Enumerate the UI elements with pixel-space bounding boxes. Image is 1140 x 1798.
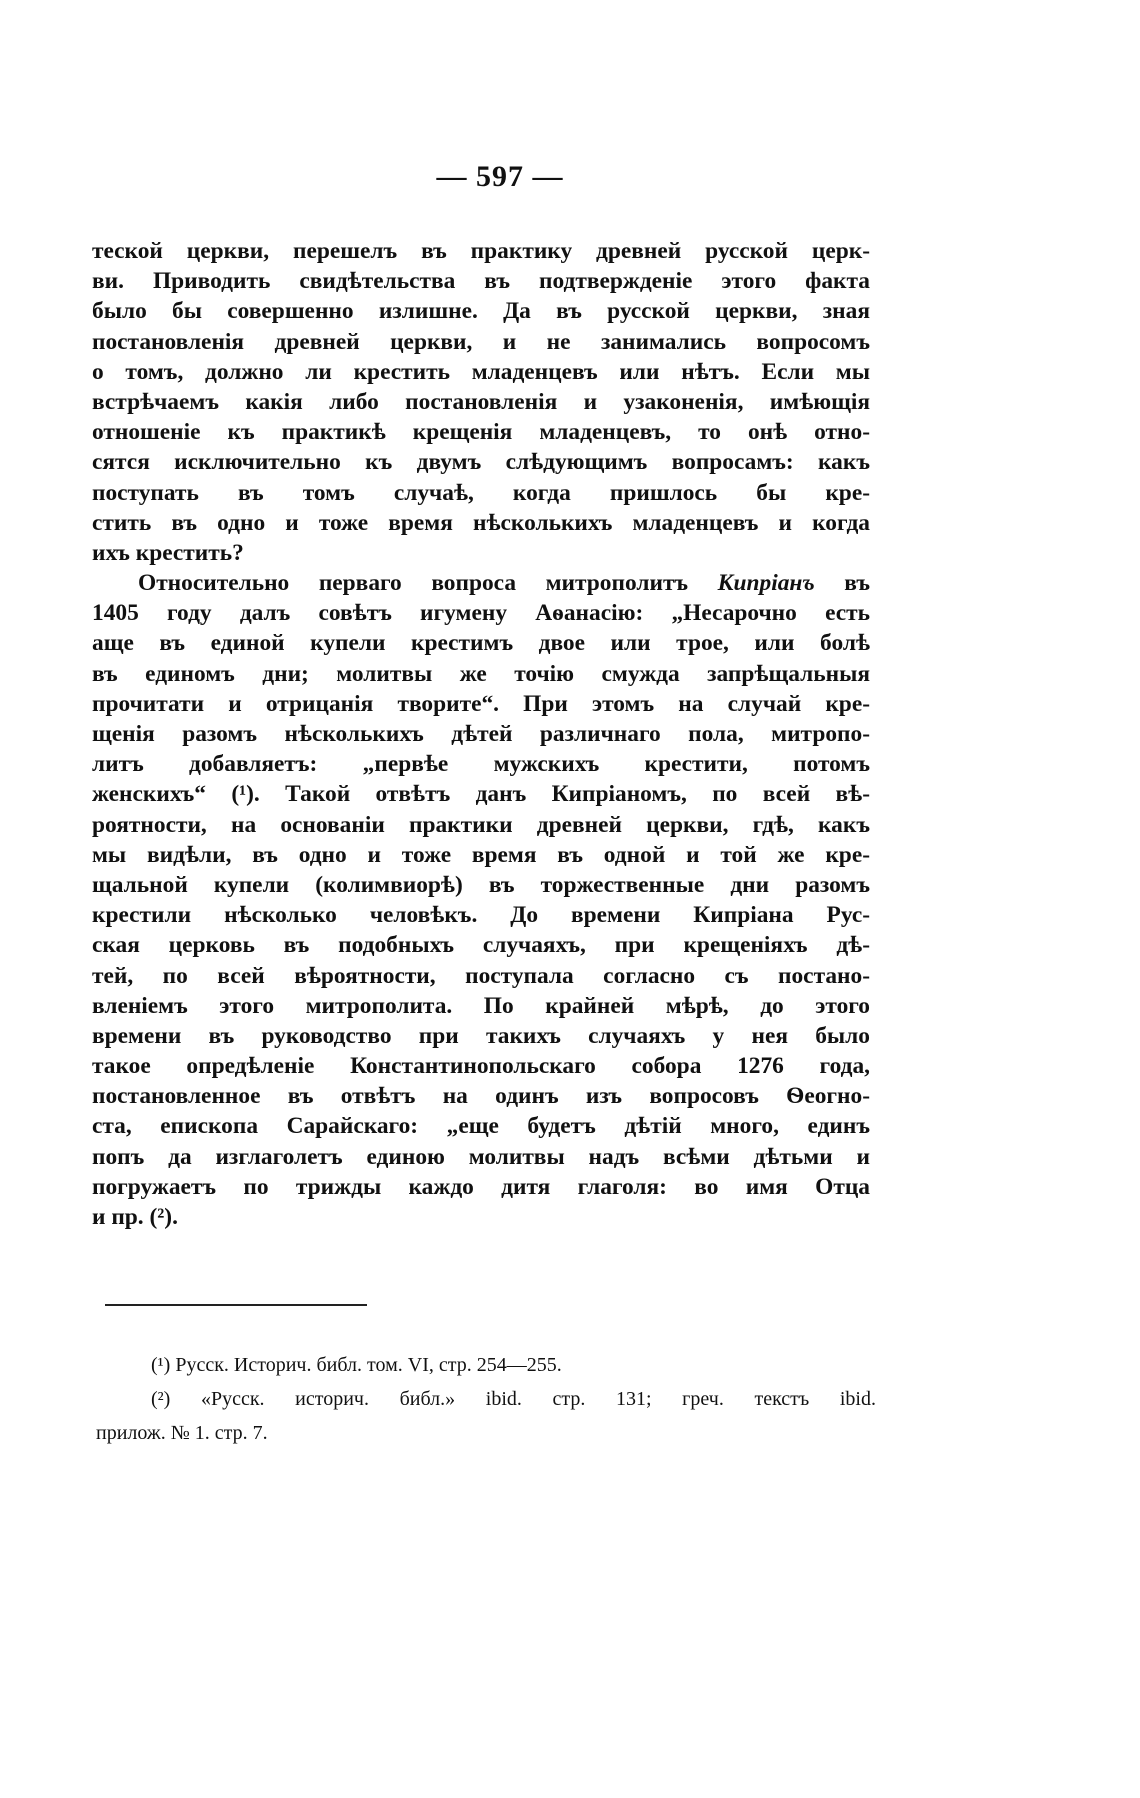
text-line: постановленія древней церкви, и не занимались вопросомъ (92, 328, 870, 355)
text-line: тей, по всей вѣроятности, поступала согласно съ постано- (92, 962, 870, 989)
text-line: и пр. (²). (92, 1204, 178, 1230)
text-line: ви. Приводить свидѣтельства въ подтвержденіе этого факта (92, 268, 870, 295)
footnotes (96, 1348, 876, 1450)
text-line: попъ да изглаголетъ единою молитвы надъ всѣми дѣтьми и (92, 1143, 870, 1170)
name-kiprian: Кипріанъ (717, 570, 815, 597)
text-line: о томъ, должно ли крестить младенцевъ или нѣтъ. Если мы (92, 358, 870, 385)
text-line: стить въ одно и тоже время нѣсколькихъ младенцевъ и когда (92, 509, 870, 536)
paragraph-start-end: въ (814, 570, 870, 597)
text-line: прочитати и отрицанія творите“. При этомъ на случай кре- (92, 690, 870, 717)
text-line: времени въ руководство при такихъ случаяхъ у нея было (92, 1022, 870, 1049)
text-line: роятности, на основаніи практики древней церкви, гдѣ, какъ (92, 811, 870, 838)
text-line: теской церкви, перешелъ въ практику древней русской церк- (92, 238, 870, 264)
text-line: постановленное въ отвѣтъ на одинъ изъ вопросовъ Ѳеогно- (92, 1083, 870, 1110)
text-line: вленіемъ этого митрополита. По крайней мѣрѣ, до этого (92, 992, 870, 1019)
text-line: 1405 году далъ совѣтъ игумену Аѳанасію: „Несарочно есть (92, 600, 870, 627)
text-line: щенія разомъ нѣсколькихъ дѣтей различнаго пола, митропо- (92, 721, 870, 747)
text-line: погружаетъ по трижды каждо дитя глаголя: во имя Отца (92, 1173, 870, 1200)
text-line: ская церковь въ подобныхъ случаяхъ, при крещеніяхъ дѣ- (92, 932, 870, 959)
text-line: ста, епископа Сарайскаго: „еще будетъ дѣтій много, единъ (92, 1113, 870, 1140)
paragraph-first-line (92, 568, 870, 598)
footnote-divider (105, 1304, 367, 1306)
footnote-1: (¹) Русск. Историч. библ. том. VI, стр. 254—255. (151, 1354, 562, 1376)
body-text (92, 236, 870, 1232)
page-number: — 597 — (436, 160, 564, 193)
text-line: встрѣчаемъ какія либо постановленія и узаконенія, имѣющія (92, 388, 870, 415)
text-line: крестили нѣсколько человѣкъ. До времени Кипріана Рус- (92, 902, 870, 929)
text-line: такое опредѣленіе Константинопольскаго собора 1276 года, (92, 1053, 870, 1080)
text-line: литъ добавляетъ: „первѣе мужскихъ крестити, потомъ (92, 751, 870, 778)
text-line: отношеніе къ практикѣ крещенія младенцевъ, то онѣ отно- (92, 419, 870, 446)
text-line: ихъ крестить? (92, 539, 244, 566)
footnote-2-line-1: (²) «Русск. историч. библ.» ibid. стр. 131; греч. текстъ ibid. (151, 1388, 876, 1410)
text-line: было бы совершенно излишне. Да въ русской церкви, зная (92, 298, 870, 325)
text-line: поступать въ томъ случаѣ, когда пришлось бы кре- (92, 479, 870, 506)
footnote-2-line-2: прилож. № 1. стр. 7. (96, 1422, 268, 1444)
paragraph-start-text: Относительно перваго вопроса митрополитъ (138, 570, 718, 597)
text-line: щальной купели (колимвиорѣ) въ торжественные дни разомъ (92, 871, 870, 898)
text-line: въ единомъ дни; молитвы же точію смужда запрѣщальныя (92, 660, 870, 687)
text-line: мы видѣли, въ одно и тоже время въ одной и той же кре- (92, 841, 870, 868)
text-line: женскихъ“ (¹). Такой отвѣтъ данъ Кипріаномъ, по всей вѣ- (92, 781, 870, 808)
text-line: аще въ единой купели крестимъ двое или трое, или болѣ (92, 630, 870, 657)
text-line: сятся исключительно къ двумъ слѣдующимъ вопросамъ: какъ (92, 449, 870, 476)
